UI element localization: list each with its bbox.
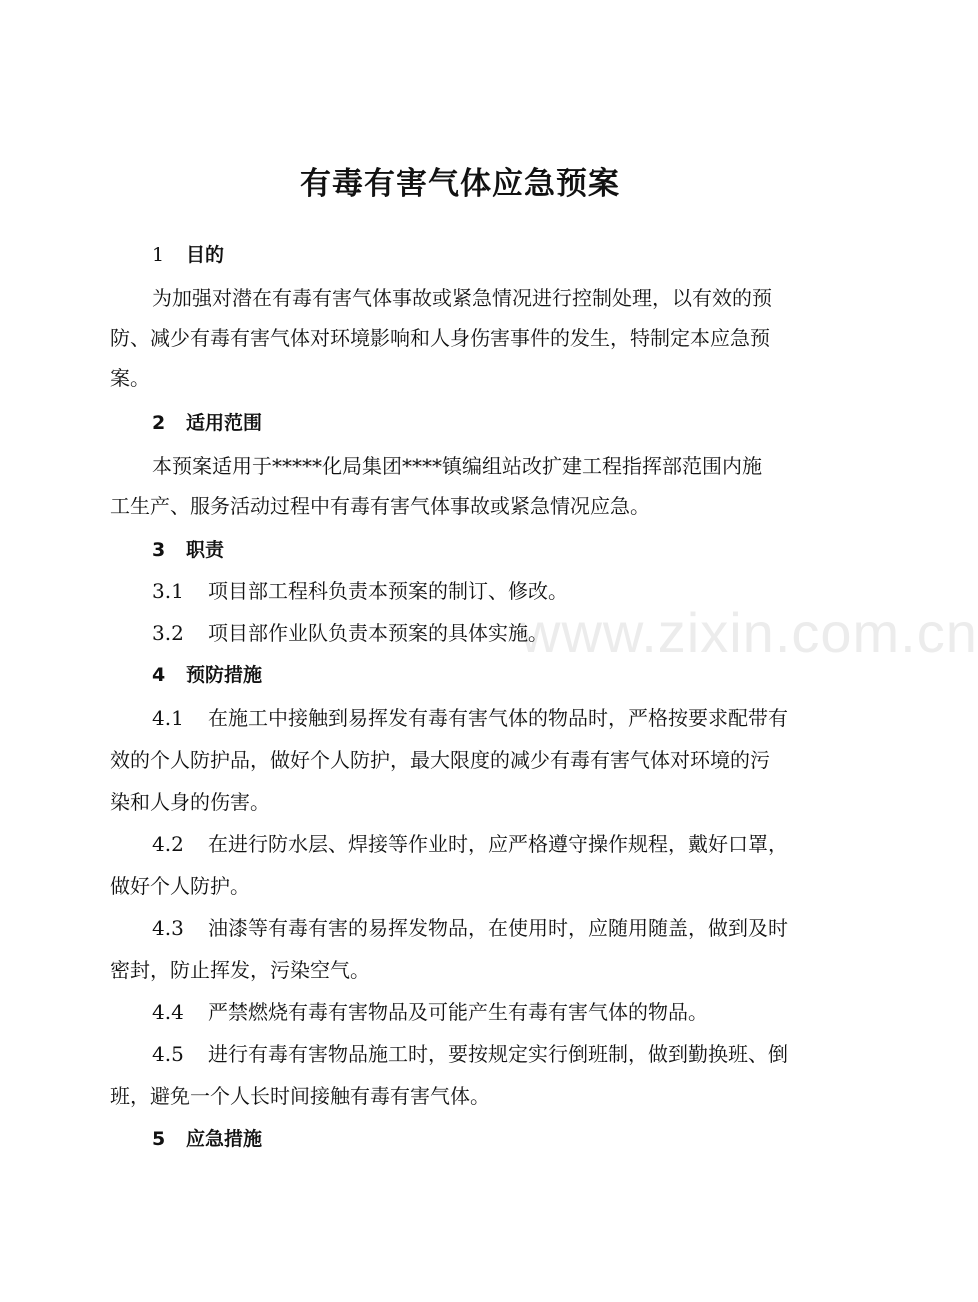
clause-4-2: [152, 829, 832, 859]
section-title: 预防措施: [186, 664, 263, 686]
paragraph-line: 工生产、服务活动过程中有毒有害气体事故或紧急情况应急。: [110, 494, 650, 518]
clause-4-3: [152, 913, 832, 943]
section-title: 目的: [186, 244, 225, 266]
clause-text: 在施工中接触到易挥发有毒有害气体的物品时，严格按要求配带有: [208, 706, 788, 730]
clause-number: 4.5: [152, 1042, 184, 1066]
clause-4-4: [152, 997, 832, 1027]
paragraph-line: 防、减少有毒有害气体对环境影响和人身伤害事件的发生，特制定本应急预: [110, 326, 770, 350]
clause-text: 项目部工程科负责本预案的制订、修改。: [208, 579, 568, 603]
clause-number: 4.1: [152, 706, 184, 730]
section-number: 4: [152, 664, 166, 686]
clause-number: 4.3: [152, 916, 184, 940]
section-number: 2: [152, 412, 166, 434]
section-4-heading: [152, 660, 262, 690]
section-title: 应急措施: [186, 1128, 263, 1150]
paragraph-line: 本预案适用于*****化局集团****镇编组站改扩建工程指挥部范围内施: [152, 454, 762, 478]
section-3-heading: [152, 535, 224, 565]
paragraph-line: 班，避免一个人长时间接触有毒有害气体。: [110, 1084, 490, 1108]
paragraph-line: 案。: [110, 366, 150, 390]
clause-number: 3.2: [152, 621, 184, 645]
clause-text: 油漆等有毒有害的易挥发物品，在使用时，应随用随盖，做到及时: [208, 916, 788, 940]
section-number: 5: [152, 1128, 166, 1150]
clause-number: 4.2: [152, 832, 184, 856]
paragraph-line: 为加强对潜在有毒有害气体事故或紧急情况进行控制处理，以有效的预: [152, 286, 772, 310]
clause-text: 项目部作业队负责本预案的具体实施。: [208, 621, 548, 645]
clause-4-1: [152, 703, 832, 733]
paragraph-line: 密封，防止挥发，污染空气。: [110, 958, 370, 982]
section-number: 3: [152, 539, 166, 561]
section-1-heading: [152, 240, 224, 270]
section-5-heading: [152, 1124, 262, 1154]
clause-text: 严禁燃烧有毒有害物品及可能产生有毒有害气体的物品。: [208, 1000, 708, 1024]
document-title: 有毒有害气体应急预案: [300, 166, 620, 202]
section-number: 1: [152, 244, 165, 266]
clause-text: 进行有毒有害物品施工时，要按规定实行倒班制，做到勤换班、倒: [208, 1042, 788, 1066]
clause-3-2: [152, 618, 832, 648]
paragraph-line: 效的个人防护品，做好个人防护，最大限度的减少有毒有害气体对环境的污: [110, 748, 770, 772]
watermark: www.zixin.com.cn: [520, 601, 978, 664]
section-title: 适用范围: [186, 412, 263, 434]
section-2-heading: [152, 408, 262, 438]
clause-number: 4.4: [152, 1000, 184, 1024]
clause-4-5: [152, 1039, 832, 1069]
paragraph-line: 做好个人防护。: [110, 874, 250, 898]
section-title: 职责: [186, 539, 225, 561]
clause-text: 在进行防水层、焊接等作业时，应严格遵守操作规程，戴好口罩，: [208, 832, 788, 856]
clause-number: 3.1: [152, 579, 184, 603]
paragraph-line: 染和人身的伤害。: [110, 790, 270, 814]
clause-3-1: [152, 576, 832, 606]
